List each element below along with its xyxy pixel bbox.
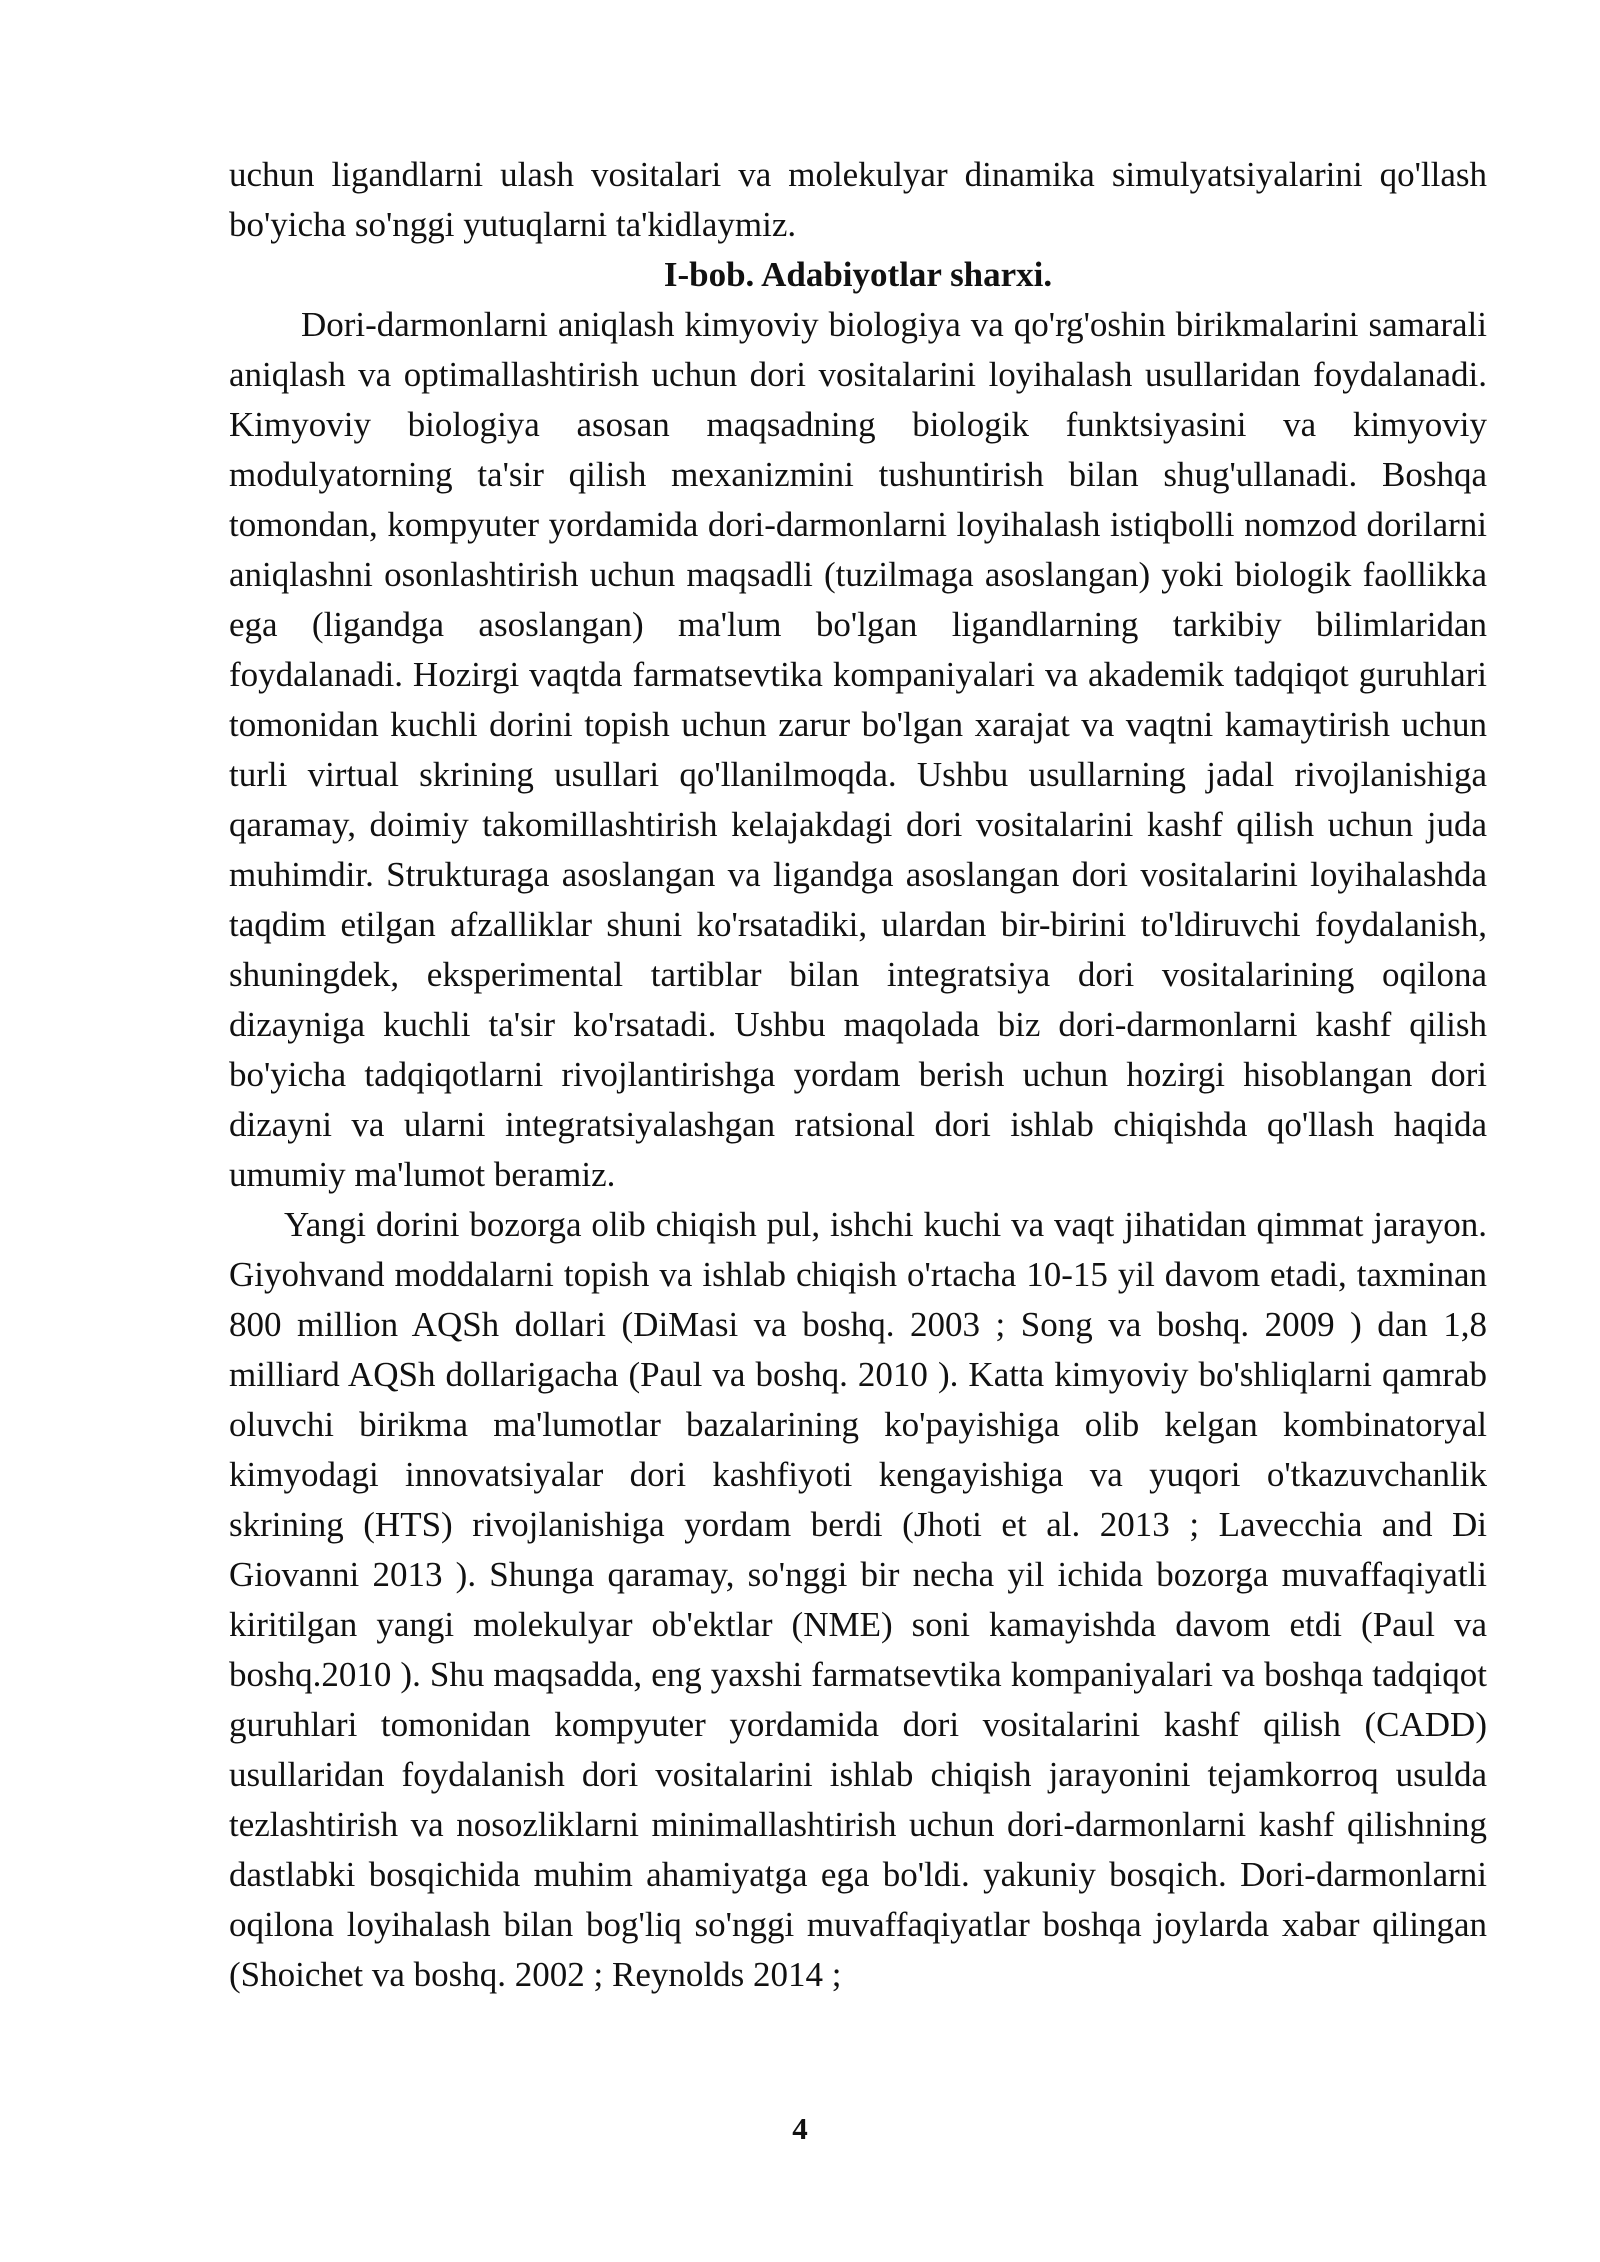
chapter-title: I-bob. Adabiyotlar sharxi.	[663, 255, 1053, 294]
page-body	[229, 150, 1487, 2000]
intro-paragraph: uchun ligandlarni ulash vositalari va molekulyar dinamika simulyatsiyalarini qo'llash bo'yicha so'nggi yutuqlarni ta'kidlaymiz.	[229, 155, 1487, 244]
body-paragraph-1: Dori-darmonlarni aniqlash kimyoviy biologiya va qo'rg'oshin birikmalarini samarali aniqlash va optimallashtirish uchun dori vositalarini loyihalash usullaridan foydalanadi. Kimyoviy biologiya asosan maqsadning biologik funktsiyasini va kimyoviy modulyatorning ta'sir qilish mexanizmini tushuntirish bilan shug'ullanadi. Boshqa tomondan, kompyuter yordamida dori-darmonlarni loyihalash istiqbolli nomzod dorilarni aniqlashni osonlashtirish uchun maqsadli (tuzilmaga asoslangan) yoki biologik faollikka ega (ligandga asoslangan) ma'lum bo'lgan ligandlarning tarkibiy bilimlaridan foydalanadi. Hozirgi vaqtda farmatsevtika kompaniyalari va akademik tadqiqot guruhlari tomonidan kuchli dorini topish uchun zarur bo'lgan xarajat va vaqtni kamaytirish uchun turli virtual skrining usullari qo'llanilmoqda. Ushbu usullarning jadal rivojlanishiga qaramay, doimiy takomillashtirish kelajakdagi dori vositalarini kashf qilish uchun juda muhimdir. Strukturaga asoslangan va ligandga asoslangan dori vositalarini loyihalashda taqdim etilgan afzalliklar shuni ko'rsatadiki, ulardan bir-birini to'ldiruvchi foydalanish, shuningdek, eksperimental tartiblar bilan integratsiya dori vositalarining oqilona dizayniga kuchli ta'sir ko'rsatadi. Ushbu maqolada biz dori-darmonlarni kashf qilish bo'yicha tadqiqotlarni rivojlantirishga yordam berish uchun hozirgi hisoblangan dori dizayni va ularni integratsiyalashgan ratsional dori ishlab chiqishda qo'llash haqida umumiy ma'lumot beramiz.	[229, 305, 1487, 1194]
page-number: 4	[792, 2111, 808, 2146]
body-paragraph-2: Yangi dorini bozorga olib chiqish pul, ishchi kuchi va vaqt jihatidan qimmat jarayon. Giyohvand moddalarni topish va ishlab chiqish o'rtacha 10-15 yil davom etadi, taxminan 800 million AQSh dollari (DiMasi va boshq. 2003 ; Song va boshq. 2009 ) dan 1,8 milliard AQSh dollarigacha (Paul va boshq. 2010 ). Katta kimyoviy bo'shliqlarni qamrab oluvchi birikma ma'lumotlar bazalarining ko'payishiga olib kelgan kombinatoryal kimyodagi innovatsiyalar dori kashfiyoti kengayishiga va yuqori o'tkazuvchanlik skrining (HTS) rivojlanishiga yordam berdi (Jhoti et al. 2013 ; Lavecchia and Di Giovanni 2013 ). Shunga qaramay, so'nggi bir necha yil ichida bozorga muvaffaqiyatli kiritilgan yangi molekulyar ob'ektlar (NME) soni kamayishda davom etdi (Paul va boshq.2010 ). Shu maqsadda, eng yaxshi farmatsevtika kompaniyalari va boshqa tadqiqot guruhlari tomonidan kompyuter yordamida dori vositalarini kashf qilish (CADD) usullaridan foydalanish dori vositalarini ishlab chiqish jarayonini tejamkorroq usulda tezlashtirish va nosozliklarni minimallashtirish uchun dori-darmonlarni kashf qilishning dastlabki bosqichida muhim ahamiyatga ega bo'ldi. yakuniy bosqich. Dori-darmonlarni oqilona loyihalash bilan bog'liq so'nggi muvaffaqiyatlar boshqa joylarda xabar qilingan (Shoichet va boshq. 2002 ; Reynolds 2014 ;	[229, 1205, 1487, 1994]
